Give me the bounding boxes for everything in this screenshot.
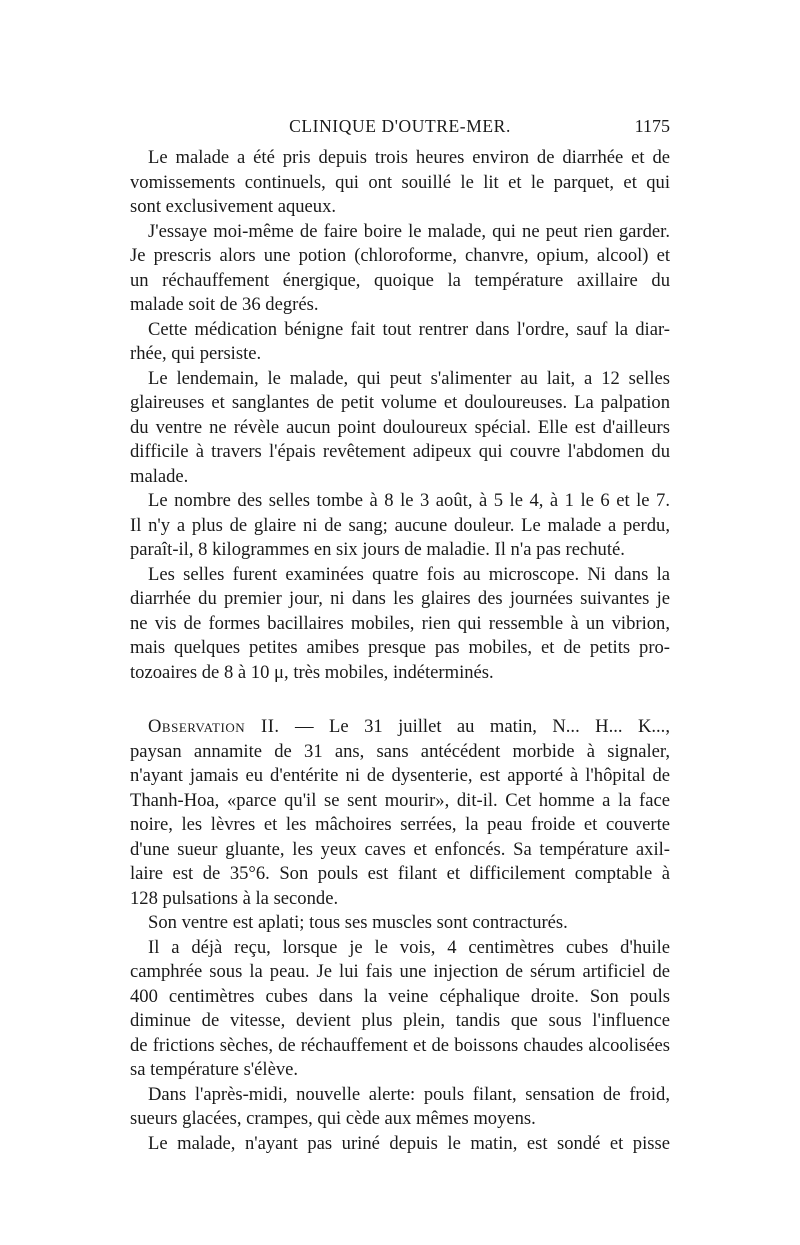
text-line: Il a déjà reçu, lorsque je le vois, 4 centimètres cubes d'huile: [148, 936, 670, 958]
text-line: malade soit de 36 degrés.: [130, 294, 319, 315]
text-line: rhée, qui persiste.: [130, 343, 262, 364]
paragraph: [130, 367, 670, 490]
text-line: diminue de vitesse, devient plus plein, tandis que sous l'influence: [130, 1010, 670, 1031]
text-line: Dans l'après-midi, nouvelle alerte: pouls filant, sensation de froid,: [148, 1083, 670, 1105]
text-line: tozoaires de 8 à 10 μ, très mobiles, indéterminés.: [130, 661, 494, 683]
observation-label: Observation II.: [148, 716, 280, 737]
text-line: n'ayant jamais eu d'entérite ni de dysenterie, est apporté à l'hôpital de: [130, 765, 670, 786]
paragraph: [130, 146, 670, 220]
text-line: Le lendemain, le malade, qui peut s'alimenter au lait, a 12 selles: [148, 367, 670, 389]
text-line: laire est de 35°6. Son pouls est filant et difficilement comptable à: [130, 863, 670, 884]
page-number: 1175: [634, 116, 670, 136]
text-line: paysan annamite de 31 ans, sans antécédent morbide à signaler,: [130, 740, 670, 762]
text-line: glaireuses et sanglantes de petit volume et douloureuses. La palpation: [130, 392, 670, 413]
text-line: difficile à travers l'épais revêtement adipeux qui couvre l'abdomen du: [130, 441, 670, 462]
text-line: ne vis de formes bacillaires mobiles, rien qui ressemble à un vibrion,: [130, 612, 670, 634]
paragraph: [130, 911, 670, 936]
observation-paragraph: [130, 715, 670, 911]
running-title: CLINIQUE D'OUTRE-MER.: [289, 116, 511, 136]
text-line: un réchauffement énergique, quoique la température axillaire du: [130, 269, 670, 291]
text-line: Il n'y a plus de glaire ni de sang; aucune douleur. Le malade a perdu,: [130, 514, 670, 536]
text-line: vomissements continuels, qui ont souillé le lit et le parquet, et qui: [130, 171, 670, 193]
text-line: Le nombre des selles tombe à 8 le 3 août, à 5 le 4, à 1 le 6 et le 7.: [148, 490, 670, 511]
paragraph: [130, 936, 670, 1083]
observation-first-line: — Le 31 juillet au matin, N... H... K...,: [295, 716, 670, 737]
text-line: diarrhée du premier jour, ni dans les glaires des journées suivantes je: [130, 588, 670, 609]
text-line: Le malade a été pris depuis trois heures environ de diarrhée et de: [148, 147, 670, 168]
text-line: du ventre ne révèle aucun point douloureux spécial. Elle est d'ailleurs: [130, 416, 670, 438]
text-line: J'essaye moi-même de faire boire le malade, qui ne peut rien garder.: [148, 220, 670, 242]
text-line: sont exclusivement aqueux.: [130, 196, 337, 217]
paragraph: [130, 318, 670, 367]
text-line: Thanh-Hoa, «parce qu'il se sent mourir», dit-il. Cet homme a la face: [130, 789, 670, 811]
text-line: sa température s'élève.: [130, 1059, 299, 1080]
text-line: Cette médication bénigne fait tout rentrer dans l'ordre, sauf la diar-: [148, 318, 670, 340]
text-line: noire, les lèvres et les mâchoires serrées, la peau froide et couverte: [130, 814, 670, 835]
text-line: camphrée sous la peau. Je lui fais une injection de sérum artificiel de: [130, 961, 670, 982]
text-line: [130, 715, 670, 740]
text-line: d'une sueur gluante, les yeux caves et enfoncés. Sa température axil-: [130, 838, 670, 860]
text-line: Le malade, n'ayant pas uriné depuis le matin, est sondé et pisse: [148, 1132, 670, 1154]
text-line: sueurs glacées, crampes, qui cède aux mêmes moyens.: [130, 1108, 536, 1129]
paragraph: [130, 563, 670, 686]
text-line: malade.: [130, 465, 189, 487]
paragraph: [130, 1132, 670, 1157]
text-line: paraît-il, 8 kilogrammes en six jours de maladie. Il n'a pas rechuté.: [130, 539, 625, 560]
paragraph: [130, 220, 670, 318]
text-line: mais quelques petites amibes presque pas mobiles, et de petits pro-: [130, 637, 670, 658]
body-text: [130, 146, 670, 1156]
section-spacer: [130, 685, 670, 715]
text-line: Son ventre est aplati; tous ses muscles sont contracturés.: [148, 912, 568, 933]
text-line: Les selles furent examinées quatre fois au microscope. Ni dans la: [148, 563, 670, 585]
text-line: 128 pulsations à la seconde.: [130, 887, 339, 909]
page-header: [130, 112, 670, 142]
text-line: 400 centimètres cubes dans la veine céphalique droite. Son pouls: [130, 985, 670, 1007]
text-line: de frictions sèches, de réchauffement et de boissons chaudes alcoolisées: [130, 1034, 670, 1056]
text-line: Je prescris alors une potion (chloroforme, chanvre, opium, alcool) et: [130, 245, 670, 266]
paragraph: [130, 1083, 670, 1132]
paragraph: [130, 489, 670, 563]
